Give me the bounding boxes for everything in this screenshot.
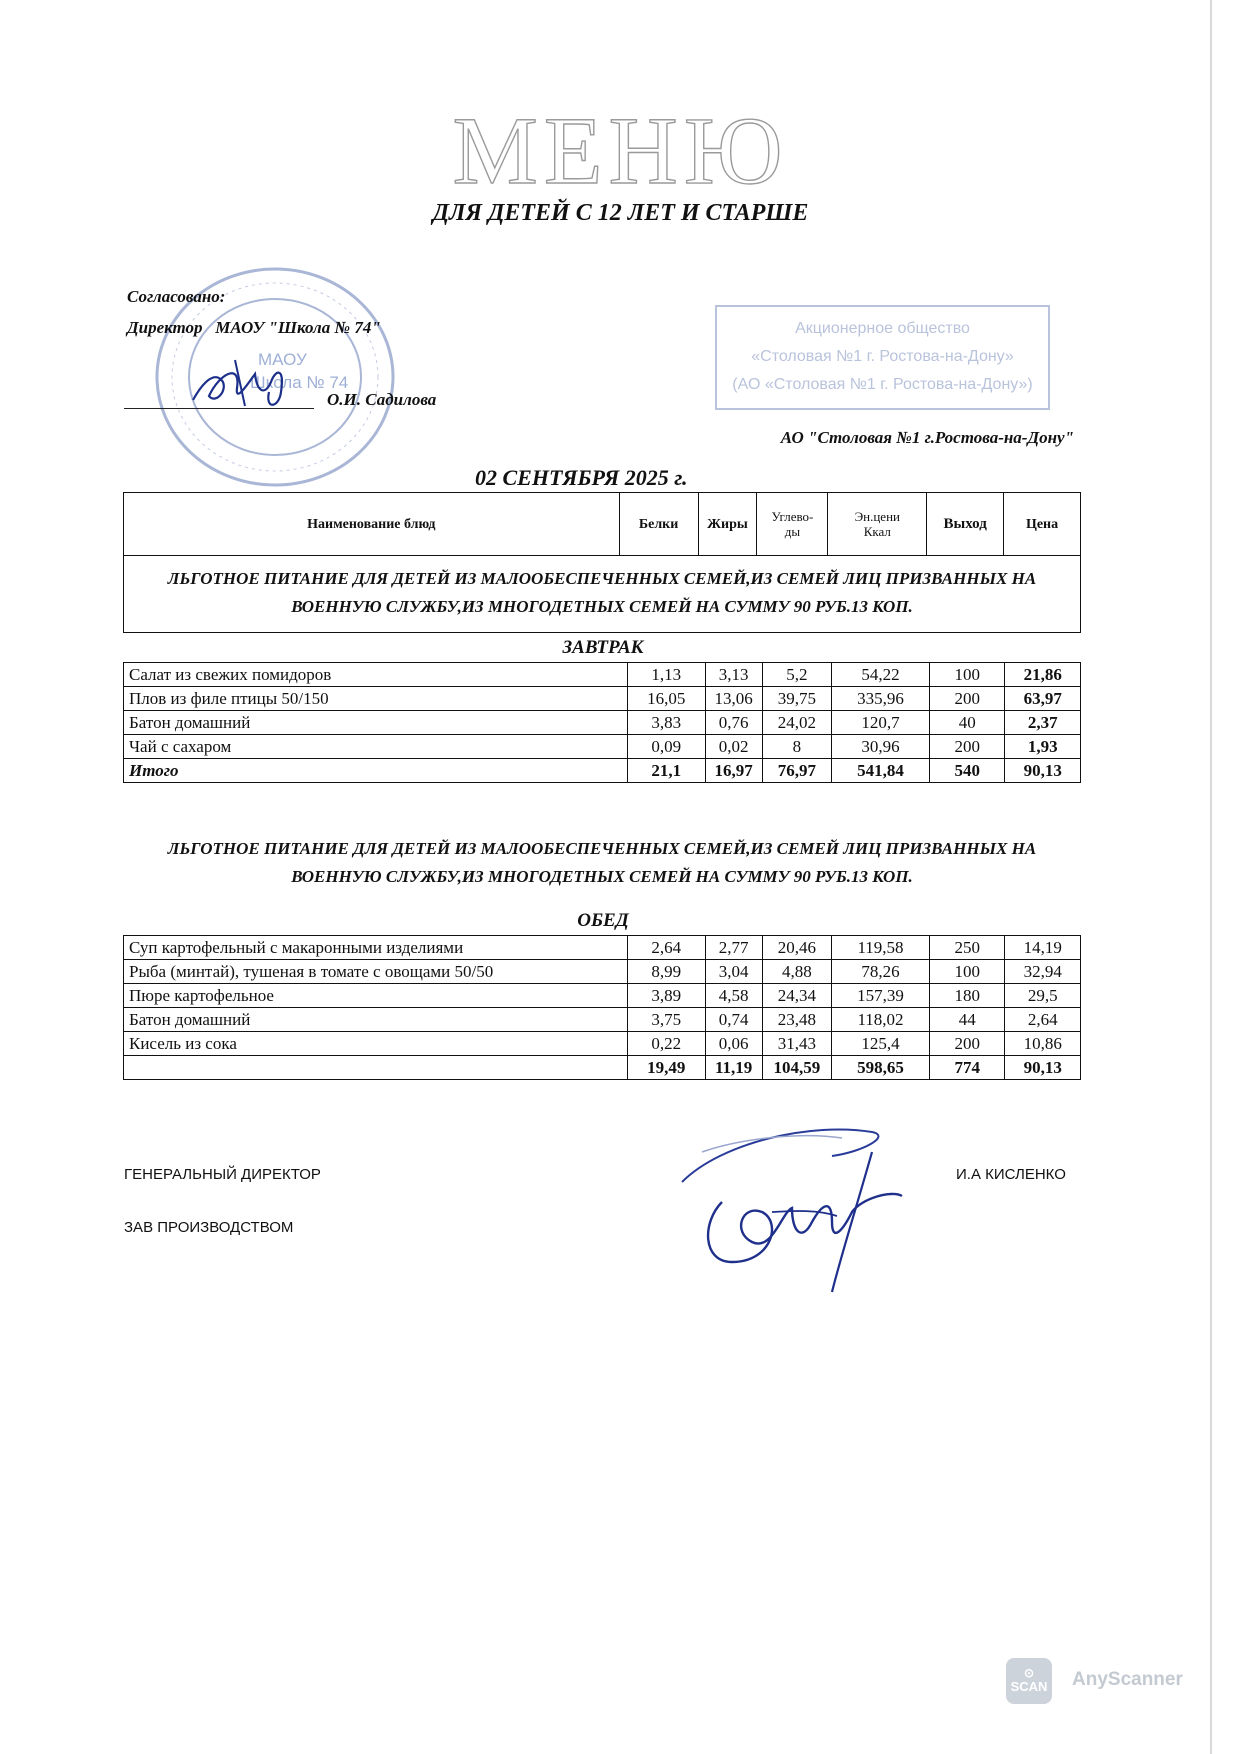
protein-value: 0,09 — [628, 735, 706, 759]
price-value: 32,94 — [1005, 960, 1081, 984]
kcal-value: 125,4 — [832, 1032, 930, 1056]
protein-value: 0,22 — [628, 1032, 706, 1056]
yield-value: 44 — [929, 1008, 1004, 1032]
fat-value: 4,58 — [705, 984, 762, 1008]
fat-value: 0,06 — [705, 1032, 762, 1056]
yield-value: 200 — [929, 1032, 1004, 1056]
col-fat: Жиры — [698, 493, 757, 556]
col-protein: Белки — [619, 493, 698, 556]
price-value: 10,86 — [1005, 1032, 1081, 1056]
kcal-total: 598,65 — [832, 1056, 930, 1080]
yield-value: 100 — [929, 960, 1004, 984]
fat-total: 11,19 — [705, 1056, 762, 1080]
agreed-label: Согласовано: — [127, 287, 226, 306]
yield-total: 774 — [929, 1056, 1004, 1080]
signer-name: И.А КИСЛЕНКО — [956, 1166, 1066, 1183]
director-name: О.И. Садилова — [327, 390, 437, 409]
fat-value: 0,76 — [705, 711, 762, 735]
general-director-signature — [662, 1112, 912, 1302]
total-label — [124, 1056, 628, 1080]
fat-value: 3,13 — [705, 663, 762, 687]
yield-value: 200 — [929, 735, 1004, 759]
svg-text:Школа № 74: Школа № 74 — [250, 373, 349, 392]
dish-name: Батон домашний — [124, 1008, 628, 1032]
kcal-value: 30,96 — [832, 735, 930, 759]
kcal-value: 54,22 — [832, 663, 930, 687]
price-total: 90,13 — [1005, 759, 1081, 783]
scan-icon: ⊙ — [1023, 1666, 1035, 1680]
breakfast-table — [123, 662, 1081, 783]
director-line: Директор МАОУ "Школа № 74" — [127, 318, 381, 337]
stamp-line-3: (АО «Столовая №1 г. Ростова-на-Дону») — [732, 376, 1033, 393]
table-row — [124, 960, 1081, 984]
breakfast-label: ЗАВТРАК — [562, 637, 644, 658]
fat-value: 0,02 — [705, 735, 762, 759]
yield-value: 250 — [929, 936, 1004, 960]
price-total: 90,13 — [1005, 1056, 1081, 1080]
kcal-total: 541,84 — [832, 759, 930, 783]
table-row — [124, 1008, 1081, 1032]
dish-name: Плов из филе птицы 50/150 — [124, 687, 628, 711]
protein-value: 3,75 — [628, 1008, 706, 1032]
svg-text:МАОУ: МАОУ — [258, 350, 307, 369]
carbs-value: 20,46 — [762, 936, 831, 960]
yield-value: 180 — [929, 984, 1004, 1008]
carbs-total: 104,59 — [762, 1056, 831, 1080]
kcal-value: 119,58 — [832, 936, 930, 960]
price-value: 2,37 — [1005, 711, 1081, 735]
col-yield: Выход — [927, 493, 1004, 556]
carbs-total: 76,97 — [762, 759, 831, 783]
fat-value: 3,04 — [705, 960, 762, 984]
col-price: Цена — [1004, 493, 1081, 556]
menu-subtitle: ДЛЯ ДЕТЕЙ С 12 ЛЕТ И СТАРШЕ — [432, 200, 809, 226]
total-row — [124, 759, 1081, 783]
anyscanner-logo — [1006, 1658, 1052, 1704]
director-signature — [185, 352, 315, 412]
carbs-value: 24,02 — [762, 711, 831, 735]
carbs-value: 24,34 — [762, 984, 831, 1008]
col-dish-name: Наименование блюд — [124, 493, 620, 556]
header-row — [124, 493, 1081, 556]
protein-value: 2,64 — [628, 936, 706, 960]
protein-value: 8,99 — [628, 960, 706, 984]
table-row — [124, 936, 1081, 960]
menu-date: 02 СЕНТЯБРЯ 2025 г. — [475, 465, 688, 490]
menu-title: МЕНЮ — [452, 97, 789, 204]
canteen-name: АО "Столовая №1 г.Ростова-на-Дону" — [780, 428, 1074, 447]
kcal-value: 78,26 — [832, 960, 930, 984]
kcal-value: 120,7 — [832, 711, 930, 735]
general-director-label: ГЕНЕРАЛЬНЫЙ ДИРЕКТОР — [124, 1166, 321, 1183]
protein-value: 3,83 — [628, 711, 706, 735]
kcal-value: 335,96 — [832, 687, 930, 711]
subsidy-notice-breakfast: ЛЬГОТНОЕ ПИТАНИЕ ДЛЯ ДЕТЕЙ ИЗ МАЛООБЕСПЕЧЕННЫХ СЕМЕЙ,ИЗ СЕМЕЙ ЛИЦ ПРИЗВАННЫХ НА ВОЕННУЮ СЛУЖБУ,ИЗ МНОГОДЕТНЫХ СЕМЕЙ НА СУММУ 90 РУБ.13 КОП. — [123, 555, 1081, 633]
yield-total: 540 — [929, 759, 1004, 783]
table-row — [124, 663, 1081, 687]
carbs-value: 39,75 — [762, 687, 831, 711]
yield-value: 100 — [929, 663, 1004, 687]
price-value: 21,86 — [1005, 663, 1081, 687]
production-head-label: ЗАВ ПРОИЗВОДСТВОМ — [124, 1219, 294, 1236]
price-value: 14,19 — [1005, 936, 1081, 960]
price-value: 29,5 — [1005, 984, 1081, 1008]
col-carbs: Углево- ды — [757, 493, 828, 556]
dish-name: Чай с сахаром — [124, 735, 628, 759]
price-value: 63,97 — [1005, 687, 1081, 711]
table-row — [124, 687, 1081, 711]
fat-value: 0,74 — [705, 1008, 762, 1032]
dish-name: Суп картофельный с макаронными изделиями — [124, 936, 628, 960]
fat-total: 16,97 — [705, 759, 762, 783]
protein-value: 16,05 — [628, 687, 706, 711]
fat-value: 2,77 — [705, 936, 762, 960]
price-value: 2,64 — [1005, 1008, 1081, 1032]
subsidy-notice-lunch: ЛЬГОТНОЕ ПИТАНИЕ ДЛЯ ДЕТЕЙ ИЗ МАЛООБЕСПЕЧЕННЫХ СЕМЕЙ,ИЗ СЕМЕЙ ЛИЦ ПРИЗВАННЫХ НА ВОЕННУЮ СЛУЖБУ,ИЗ МНОГОДЕТНЫХ СЕМЕЙ НА СУММУ 90 РУБ.13 КОП. — [167, 839, 1037, 886]
fat-value: 13,06 — [705, 687, 762, 711]
dish-name: Кисель из сока — [124, 1032, 628, 1056]
carbs-value: 23,48 — [762, 1008, 831, 1032]
table-row — [124, 735, 1081, 759]
stamp-line-1: Акционерное общество — [795, 320, 970, 337]
anyscanner-watermark: AnyScanner — [1072, 1669, 1183, 1690]
lunch-label: ОБЕД — [577, 910, 629, 931]
col-kcal: Эн.цени Ккал — [828, 493, 927, 556]
watermark-logo-text: SCAN — [1010, 1679, 1048, 1694]
dish-name: Рыба (минтай), тушеная в томате с овощами 50/50 — [124, 960, 628, 984]
table-row — [124, 711, 1081, 735]
canteen-rect-stamp — [715, 305, 1050, 410]
carbs-value: 5,2 — [762, 663, 831, 687]
dish-name: Пюре картофельное — [124, 984, 628, 1008]
dish-name: Батон домашний — [124, 711, 628, 735]
lunch-table — [123, 935, 1081, 1080]
table-row — [124, 984, 1081, 1008]
total-label: Итого — [124, 759, 628, 783]
yield-value: 40 — [929, 711, 1004, 735]
carbs-value: 31,43 — [762, 1032, 831, 1056]
dish-name: Салат из свежих помидоров — [124, 663, 628, 687]
protein-total: 19,49 — [628, 1056, 706, 1080]
kcal-value: 157,39 — [832, 984, 930, 1008]
stamp-line-2: «Столовая №1 г. Ростова-на-Дону» — [751, 348, 1014, 365]
total-row — [124, 1056, 1081, 1080]
price-value: 1,93 — [1005, 735, 1081, 759]
table-header — [123, 492, 1081, 556]
protein-total: 21,1 — [628, 759, 706, 783]
page-edge — [1210, 0, 1212, 1754]
table-row — [124, 1032, 1081, 1056]
protein-value: 1,13 — [628, 663, 706, 687]
protein-value: 3,89 — [628, 984, 706, 1008]
carbs-value: 4,88 — [762, 960, 831, 984]
signature-line — [124, 408, 314, 409]
yield-value: 200 — [929, 687, 1004, 711]
kcal-value: 118,02 — [832, 1008, 930, 1032]
carbs-value: 8 — [762, 735, 831, 759]
